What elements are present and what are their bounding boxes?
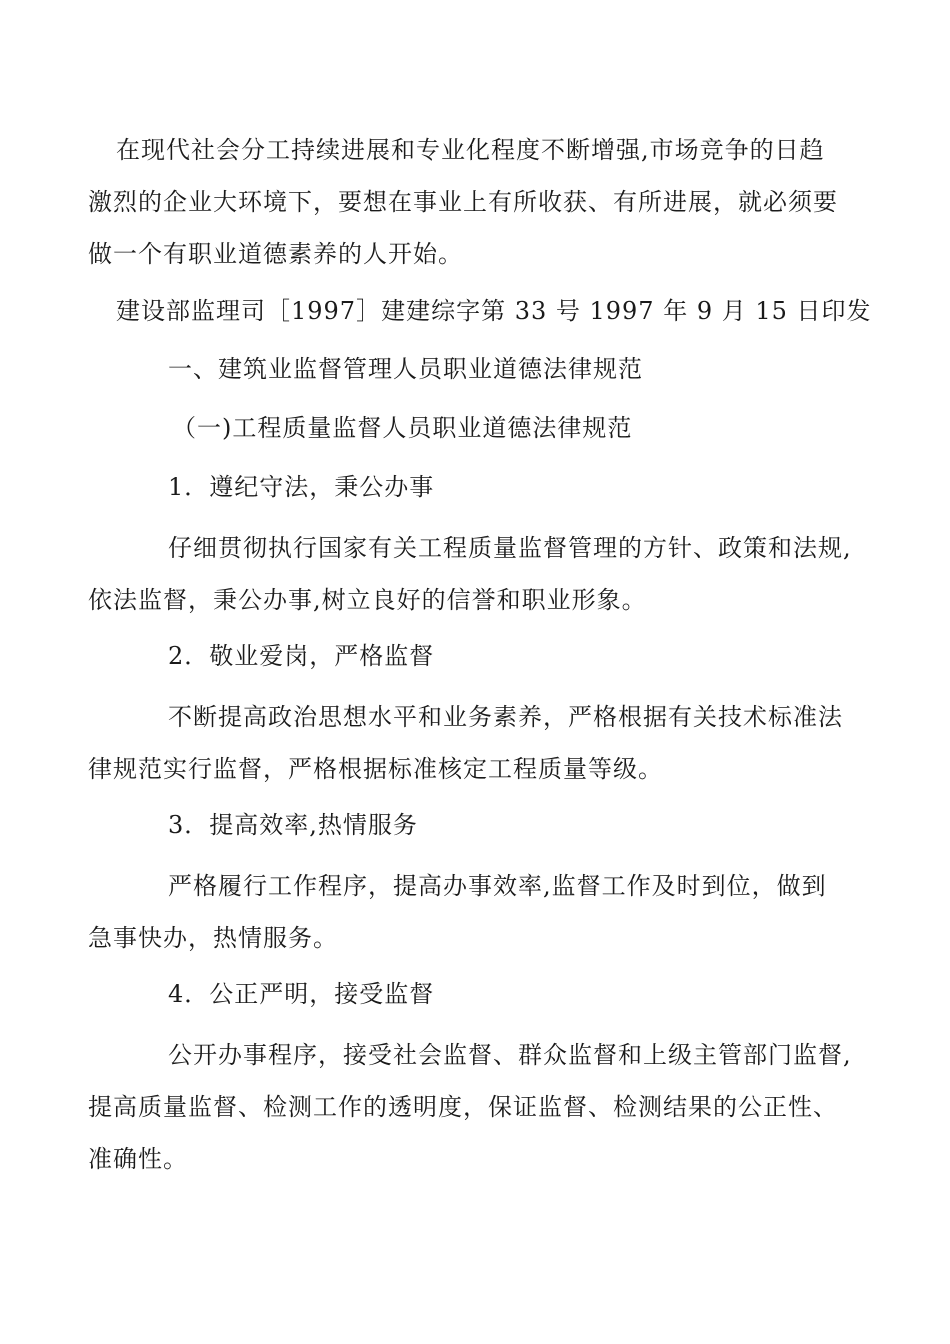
item-body-2 (88, 691, 868, 795)
text-line: 1．遵纪守法，秉公办事 (168, 473, 435, 501)
text-line: 依法监督，秉公办事,树立良好的信誉和职业形象。 (88, 586, 647, 614)
text-line: 3．提高效率,热情服务 (168, 811, 418, 839)
text-line: 仔细贯彻执行国家有关工程质量监督管理的方针、政策和法规, (168, 534, 852, 562)
text-line: 做一个有职业道德素养的人开始。 (88, 240, 463, 268)
text-line: 准确性。 (88, 1145, 188, 1173)
text-line: 在现代社会分工持续进展和专业化程度不断增强,市场竞争的日趋 (116, 136, 825, 164)
text-line: 一、建筑业监督管理人员职业道德法律规范 (168, 355, 643, 383)
text-line: 急事快办，热情服务。 (88, 924, 338, 952)
text-line: 公开办事程序，接受社会监督、群众监督和上级主管部门监督, (168, 1041, 852, 1069)
text-line: 4．公正严明，接受监督 (168, 980, 435, 1008)
item-body-1 (88, 522, 868, 626)
text-line: 提高质量监督、检测工作的透明度，保证监督、检测结果的公正性、 (88, 1093, 838, 1121)
item-heading-2 (88, 630, 868, 682)
text-line: （一)工程质量监督人员职业道德法律规范 (172, 414, 633, 442)
item-heading-4 (88, 968, 868, 1020)
paragraph-issuer (88, 285, 872, 337)
text-line: 激烈的企业大环境下，要想在事业上有所收获、有所进展，就必须要 (88, 188, 838, 216)
text-line: 建设部监理司［1997］建建综字第 33 号 1997 年 9 月 15 日印发 (116, 297, 872, 325)
item-heading-3 (88, 799, 868, 851)
item-body-4 (88, 1029, 868, 1185)
section-heading (88, 343, 868, 395)
text-line: 2．敬业爱岗，严格监督 (168, 642, 435, 670)
paragraph-intro (88, 124, 868, 280)
subsection-heading (88, 402, 868, 454)
item-body-3 (88, 860, 868, 964)
text-line: 不断提高政治思想水平和业务素养，严格根据有关技术标准法 (168, 703, 843, 731)
text-line: 严格履行工作程序，提高办事效率,监督工作及时到位，做到 (168, 872, 827, 900)
text-line: 律规范实行监督，严格根据标准核定工程质量等级。 (88, 755, 663, 783)
item-heading-1 (88, 461, 868, 513)
